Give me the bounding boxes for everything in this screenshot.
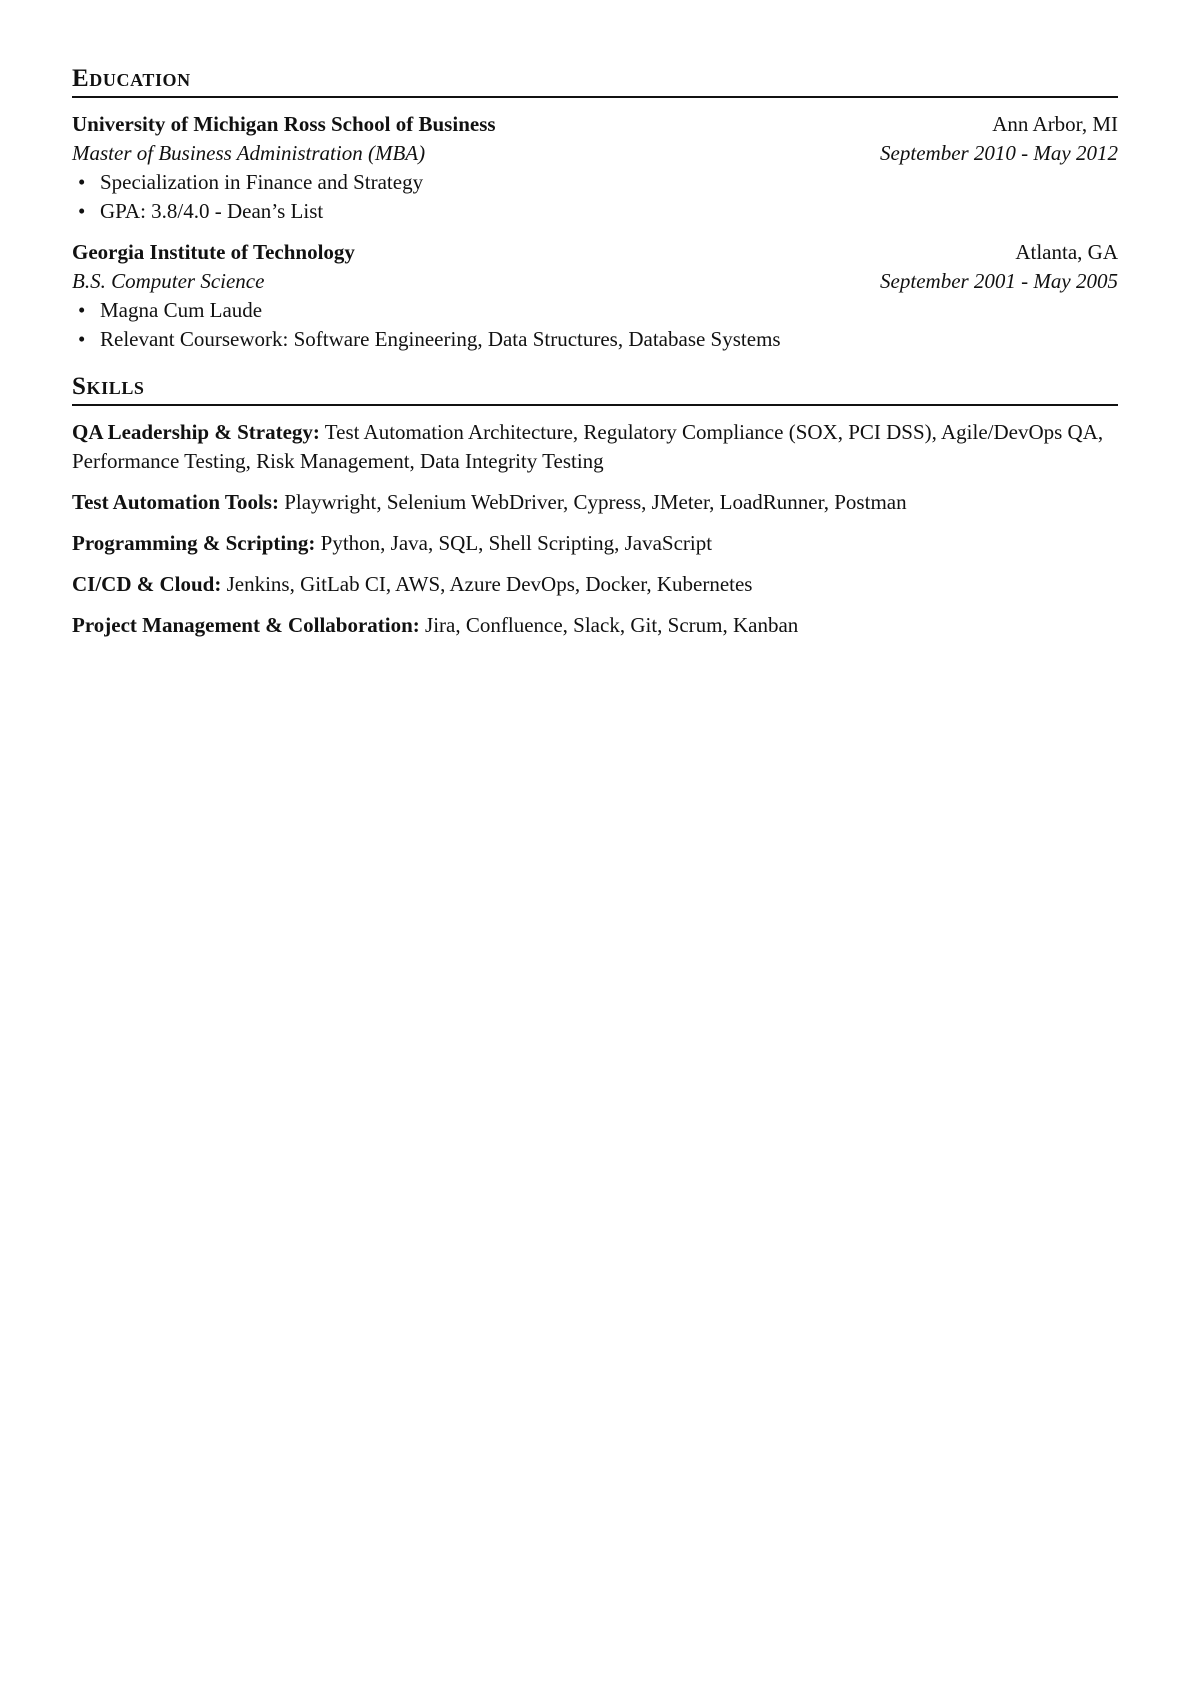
skill-label: Programming & Scripting: [72,531,316,555]
skill-item-qa-leadership [72,418,1118,476]
skill-value: Jenkins, GitLab CI, AWS, Azure DevOps, Docker, Kubernetes [226,572,753,596]
education-entry-subheader [72,139,1118,168]
skill-item-cicd-cloud [72,570,1118,599]
bullet-text: Specialization in Finance and Strategy [100,170,424,194]
degree-name: B.S. Computer Science [72,269,265,293]
skill-label: Test Automation Tools: [72,490,279,514]
education-entry-header [72,110,1118,139]
resume-page [72,64,1118,658]
skill-label: QA Leadership & Strategy: [72,420,320,444]
institution-name: Georgia Institute of Technology [72,240,355,264]
list-item [72,325,1118,354]
skills-section [72,372,1118,640]
skill-item-programming [72,529,1118,558]
skill-label: CI/CD & Cloud: [72,572,222,596]
education-entry-subheader [72,267,1118,296]
skill-value: Jira, Confluence, Slack, Git, Scrum, Kanban [425,613,799,637]
institution-location: Atlanta, GA [1015,240,1118,264]
skill-item-project-management [72,611,1118,640]
list-item [72,197,1118,226]
bullet-icon: • [78,298,86,322]
skill-value: Playwright, Selenium WebDriver, Cypress, JMeter, LoadRunner, Postman [284,490,907,514]
list-item [72,168,1118,197]
bullet-text: GPA: 3.8/4.0 - Dean’s List [100,199,324,223]
education-section [72,64,1118,354]
education-entry-header [72,238,1118,267]
education-entry-michigan [72,110,1118,226]
institution-location: Ann Arbor, MI [992,112,1118,136]
degree-dates: September 2001 - May 2005 [880,269,1118,293]
skills-heading: Skills [72,372,1118,406]
bullet-text: Magna Cum Laude [100,298,263,322]
education-entry-georgia-tech [72,238,1118,354]
education-bullets [72,168,1118,226]
degree-dates: September 2010 - May 2012 [880,141,1118,165]
education-bullets [72,296,1118,354]
institution-name: University of Michigan Ross School of Business [72,112,496,136]
bullet-icon: • [78,327,86,351]
skill-value: Python, Java, SQL, Shell Scripting, JavaScript [320,531,713,555]
skill-label: Project Management & Collaboration: [72,613,420,637]
skill-item-test-automation [72,488,1118,517]
list-item [72,296,1118,325]
bullet-text: Relevant Coursework: Software Engineering, Data Structures, Database Systems [100,327,781,351]
skill-value: Test Automation Architecture, Regulatory Compliance (SOX, PCI DSS), Agile/DevOps QA, Performance Testing, Risk Management, Data Integrity Testing [72,420,1104,473]
bullet-icon: • [78,199,86,223]
bullet-icon: • [78,170,86,194]
education-heading: Education [72,64,1118,98]
degree-name: Master of Business Administration (MBA) [72,141,426,165]
